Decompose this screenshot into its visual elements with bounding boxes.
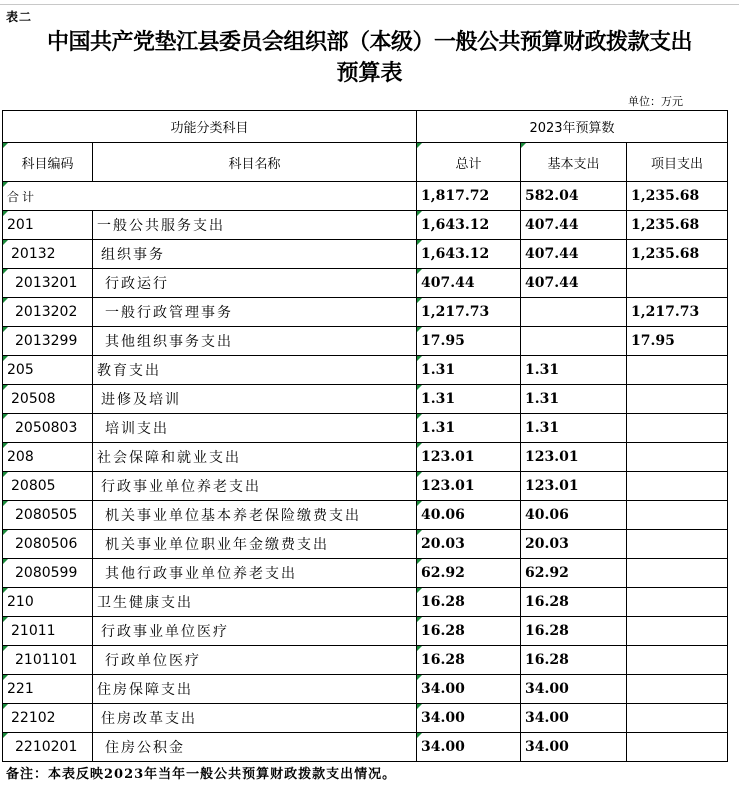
table-row (3, 472, 728, 501)
row-total: 16.28 (417, 588, 521, 617)
table-row (3, 501, 728, 530)
row-total: 1.31 (417, 356, 521, 385)
row-basic: 407.44 (521, 240, 627, 269)
row-basic: 407.44 (521, 211, 627, 240)
row-total: 16.28 (417, 617, 521, 646)
table-row (3, 269, 728, 298)
row-name: 行政单位医疗 (93, 646, 417, 675)
row-basic: 407.44 (521, 269, 627, 298)
page-title-line1: 中国共产党垫江县委员会组织部（本级）一般公共预算财政拨款支出 (46, 29, 692, 55)
row-project (627, 414, 728, 443)
row-code: 20132 (3, 240, 93, 269)
row-total: 407.44 (417, 269, 521, 298)
table-row (3, 443, 728, 472)
row-name: 社会保障和就业支出 (93, 443, 417, 472)
total-total: 1,817.72 (417, 182, 521, 211)
header-total: 总计 (417, 143, 521, 182)
unit-label: 单位：万元 (628, 95, 683, 108)
row-project (627, 269, 728, 298)
row-project (627, 675, 728, 704)
row-code: 2050803 (3, 414, 93, 443)
row-name: 组织事务 (93, 240, 417, 269)
row-name: 一般行政管理事务 (93, 298, 417, 327)
header-basic: 基本支出 (521, 143, 627, 182)
row-code: 2210201 (3, 733, 93, 762)
row-name: 培训支出 (93, 414, 417, 443)
row-name: 卫生健康支出 (93, 588, 417, 617)
row-total: 62.92 (417, 559, 521, 588)
row-name: 行政事业单位医疗 (93, 617, 417, 646)
row-name: 进修及培训 (93, 385, 417, 414)
total-label: 合计 (3, 182, 417, 211)
row-project: 1,235.68 (627, 240, 728, 269)
header-code: 科目编码 (3, 143, 93, 182)
table-row (3, 327, 728, 356)
row-code: 208 (3, 443, 93, 472)
row-project (627, 443, 728, 472)
row-name: 住房公积金 (93, 733, 417, 762)
row-basic: 20.03 (521, 530, 627, 559)
row-total: 123.01 (417, 443, 521, 472)
row-project (627, 472, 728, 501)
row-code: 20805 (3, 472, 93, 501)
row-project (627, 617, 728, 646)
row-project (627, 588, 728, 617)
row-total: 20.03 (417, 530, 521, 559)
table-row (3, 356, 728, 385)
row-code: 2101101 (3, 646, 93, 675)
row-code: 205 (3, 356, 93, 385)
row-project: 1,235.68 (627, 211, 728, 240)
row-name: 其他行政事业单位养老支出 (93, 559, 417, 588)
table-row (3, 385, 728, 414)
row-name: 住房保障支出 (93, 675, 417, 704)
row-project (627, 501, 728, 530)
row-basic: 16.28 (521, 617, 627, 646)
table-row (3, 298, 728, 327)
row-code: 201 (3, 211, 93, 240)
sheet-top-border (0, 0, 739, 5)
row-total: 1,643.12 (417, 240, 521, 269)
header-category: 功能分类科目 (3, 111, 417, 143)
row-project: 1,217.73 (627, 298, 728, 327)
row-code: 221 (3, 675, 93, 704)
row-code: 2080506 (3, 530, 93, 559)
row-basic: 123.01 (521, 443, 627, 472)
row-code: 2080505 (3, 501, 93, 530)
table-row (3, 240, 728, 269)
row-name: 其他组织事务支出 (93, 327, 417, 356)
row-name: 行政事业单位养老支出 (93, 472, 417, 501)
row-basic: 1.31 (521, 414, 627, 443)
row-basic: 40.06 (521, 501, 627, 530)
row-basic: 1.31 (521, 356, 627, 385)
header-budget: 2023年预算数 (417, 111, 728, 143)
table-row (3, 617, 728, 646)
row-total: 1,217.73 (417, 298, 521, 327)
row-name: 机关事业单位基本养老保险缴费支出 (93, 501, 417, 530)
table-row (3, 588, 728, 617)
table-row (3, 646, 728, 675)
header-row-2 (3, 143, 728, 182)
row-total: 123.01 (417, 472, 521, 501)
row-code: 2013299 (3, 327, 93, 356)
row-basic: 34.00 (521, 675, 627, 704)
row-basic: 16.28 (521, 588, 627, 617)
total-row (3, 182, 728, 211)
row-basic: 1.31 (521, 385, 627, 414)
table-row (3, 704, 728, 733)
row-total: 17.95 (417, 327, 521, 356)
row-project (627, 733, 728, 762)
row-project (627, 559, 728, 588)
table-row (3, 211, 728, 240)
row-code: 22102 (3, 704, 93, 733)
total-project: 1,235.68 (627, 182, 728, 211)
table-row (3, 675, 728, 704)
row-basic: 123.01 (521, 472, 627, 501)
row-total: 1.31 (417, 385, 521, 414)
row-project (627, 530, 728, 559)
row-total: 34.00 (417, 733, 521, 762)
row-basic: 62.92 (521, 559, 627, 588)
row-name: 行政运行 (93, 269, 417, 298)
row-basic: 16.28 (521, 646, 627, 675)
row-code: 2013201 (3, 269, 93, 298)
budget-table (2, 110, 728, 762)
row-total: 16.28 (417, 646, 521, 675)
row-name: 教育支出 (93, 356, 417, 385)
row-total: 1,643.12 (417, 211, 521, 240)
header-row-1 (3, 111, 728, 143)
row-name: 住房改革支出 (93, 704, 417, 733)
row-project (627, 356, 728, 385)
row-name: 一般公共服务支出 (93, 211, 417, 240)
row-project (627, 704, 728, 733)
row-total: 34.00 (417, 704, 521, 733)
footnote: 备注：本表反映2023年当年一般公共预算财政拨款支出情况。 (6, 767, 397, 782)
row-code: 210 (3, 588, 93, 617)
row-code: 21011 (3, 617, 93, 646)
row-basic: 34.00 (521, 733, 627, 762)
table-label: 表二 (6, 10, 33, 24)
row-project (627, 646, 728, 675)
table-row (3, 733, 728, 762)
table-row (3, 559, 728, 588)
row-code: 20508 (3, 385, 93, 414)
table-row (3, 530, 728, 559)
table-row (3, 414, 728, 443)
row-total: 1.31 (417, 414, 521, 443)
row-total: 34.00 (417, 675, 521, 704)
page-title-line2: 预算表 (336, 60, 403, 86)
header-name: 科目名称 (93, 143, 417, 182)
row-total: 40.06 (417, 501, 521, 530)
row-basic: 34.00 (521, 704, 627, 733)
row-basic (521, 327, 627, 356)
row-basic (521, 298, 627, 327)
row-code: 2013202 (3, 298, 93, 327)
row-project (627, 385, 728, 414)
row-code: 2080599 (3, 559, 93, 588)
row-project: 17.95 (627, 327, 728, 356)
header-project: 项目支出 (627, 143, 728, 182)
total-basic: 582.04 (521, 182, 627, 211)
row-name: 机关事业单位职业年金缴费支出 (93, 530, 417, 559)
